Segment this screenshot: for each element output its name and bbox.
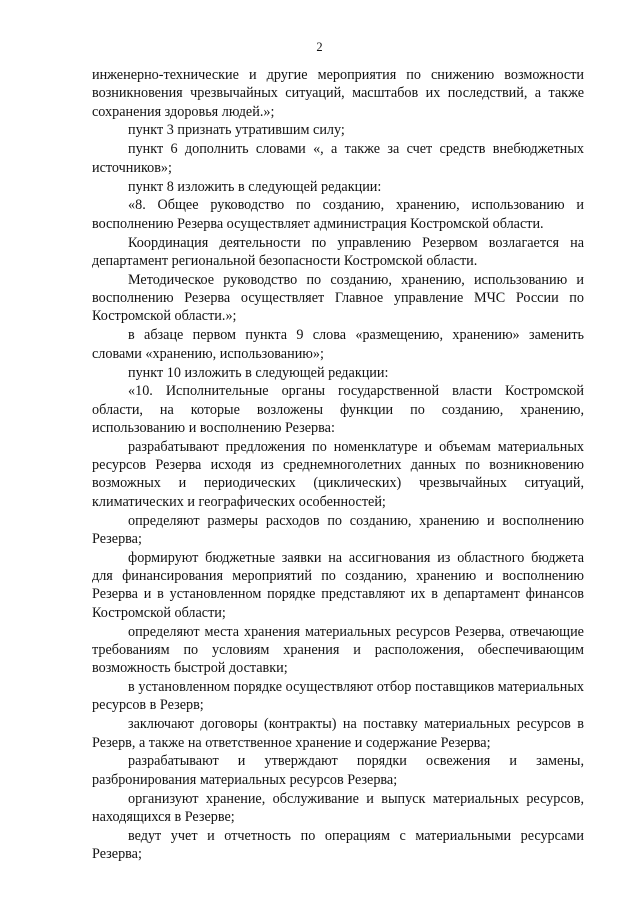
paragraph: Методическое руководство по созданию, хранению, использованию и восполнению Резерва осуществляет Главное управление МЧС России по Костромской области.»; [92, 271, 584, 325]
paragraph: разрабатывают и утверждают порядки освежения и замены, разбронирования материальных ресурсов Резерва; [92, 753, 584, 788]
page-number: 2 [316, 40, 323, 54]
paragraph: формируют бюджетные заявки на ассигнования из областного бюджета для финансирования мероприятий по созданию, хранению и восполнению Резерва и в установленном порядке представляют их в департамент финансов Костромской области; [92, 549, 584, 621]
paragraph: пункт 3 признать утратившим силу; [128, 122, 345, 139]
paragraph: ведут учет и отчетность по операциям с материальными ресурсами Резерва; [92, 827, 584, 863]
paragraph: «10. Исполнительные органы государственной власти Костромской области, на которые возложены функции по созданию, хранению, использованию и восполнению Резерва: [92, 383, 584, 436]
paragraph: пункт 8 изложить в следующей редакции: [128, 178, 382, 195]
paragraph: заключают договоры (контракты) на поставку материальных ресурсов в Резерв, а также на ответственное хранение и содержание Резерва; [92, 716, 584, 751]
paragraph: пункт 10 изложить в следующей редакции: [128, 364, 389, 381]
paragraph: пункт 6 дополнить словами «, а также за счет средств внебюджетных источников»; [92, 141, 584, 176]
paragraph: определяют места хранения материальных ресурсов Резерва, отвечающие требованиям по условиям хранения и расположения, обеспечивающим возможность быстрой доставки; [92, 623, 584, 677]
paragraph: разрабатывают предложения по номенклатуре и объемам материальных ресурсов Резерва исходя из среднемноголетних данных по возникновению возможных и периодических (циклических) чрезвычайных ситуаций, климатических и географических особенностей; [92, 438, 584, 510]
paragraph: определяют размеры расходов по созданию, хранению и восполнению Резерва; [92, 512, 584, 547]
paragraph: в установленном порядке осуществляют отбор поставщиков материальных ресурсов в Резерв; [92, 679, 584, 714]
paragraph: Координация деятельности по управлению Резервом возлагается на департамент региональной безопасности Костромской области. [92, 234, 584, 269]
paragraph: в абзаце первом пункта 9 слова «размещению, хранению» заменить словами «хранению, использованию»; [92, 327, 584, 362]
document-body [92, 66, 584, 864]
paragraph: организуют хранение, обслуживание и выпуск материальных ресурсов, находящихся в Резерве; [92, 790, 584, 825]
paragraph-continuation: инженерно-технические и другие мероприятия по снижению возможности возникновения чрезвычайных ситуаций, масштабов их последствий, а также сохранения здоровья людей.»; [92, 67, 584, 120]
paragraph: «8. Общее руководство по созданию, хранению, использованию и восполнению Резерва осуществляет администрация Костромской области. [92, 197, 584, 232]
